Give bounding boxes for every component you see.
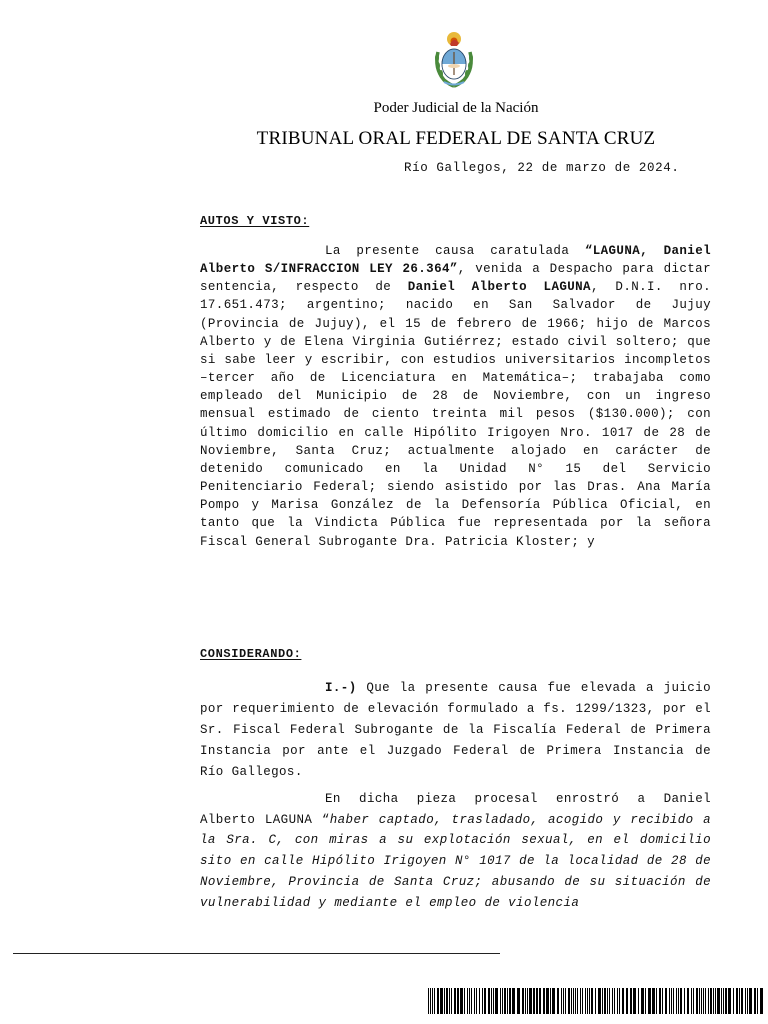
autos-text-intro: La presente causa caratulada — [325, 244, 585, 258]
considerando-heading: CONSIDERANDO: — [200, 647, 302, 661]
place-date: Río Gallegos, 22 de marzo de 2024. — [404, 161, 680, 175]
elevation-text: Que la presente causa fue elevada a juicio por requerimiento de elevación formulado a fs. 1299/1323, por el Sr. Fiscal Federal Subrogante de la Fiscalía Federal de Primera Instancia por ante el Juzgado Federal de Primera Instancia de Río Gallegos. — [200, 681, 711, 779]
accusation-intro: En dicha pieza procesal enrostró a Daniel Alberto LAGUNA “ — [200, 792, 711, 827]
autos-y-visto-heading: AUTOS Y VISTO: — [200, 214, 310, 228]
footer-rule — [13, 953, 500, 954]
considerando-paragraph-2 — [200, 789, 711, 913]
defendant-name: Daniel Alberto LAGUNA — [407, 280, 591, 295]
autos-text-mid: , venida a Despacho para dictar sentencia, respecto de — [200, 262, 711, 295]
autos-paragraph — [200, 242, 711, 551]
considerando-paragraph-1 — [200, 678, 711, 783]
section-number: I.-) — [325, 681, 357, 695]
institution-name: Poder Judicial de la Nación — [373, 100, 539, 116]
barcode-icon — [428, 988, 764, 1014]
case-title: “LAGUNA, Daniel Alberto S/INFRACCION LEY 26.364” — [200, 244, 711, 277]
accusation-quote: haber captado, trasladado, acogido y recibido a la Sra. C, con miras a su explotación sexual, en el domicilio sito en calle Hipólito Irigoyen N° 1017 de la localidad de 28 de Noviembre, Provincia de Santa Cruz; abusando de su situación de vulnerabilidad y mediante el empleo de violencia — [200, 812, 712, 910]
defendant-details: , D.N.I. nro. 17.651.473; argentino; nacido en San Salvador de Jujuy (Provincia de Jujuy), el 15 de febrero de 1966; hijo de Marcos Alberto y de Elena Virginia Gutiérrez; estado civil soltero; que si sabe leer y escribir, con estudios universitarios incompletos –tercer año de Licenciatura en Matemática–; trabajaba como empleado del Municipio de 28 de Noviembre, con un ingreso mensual estimado de ciento treinta mil pesos ($130.000); con último domicilio en calle Hipólito Irigoyen Nro. 1017 de 28 de Noviembre, Santa Cruz; actualmente alojado en carácter de detenido comunicado en la Unidad N° 15 del Servicio Penitenciario Federal; siendo asistido por las Dras. Ana María Pompo y Marisa González de la Defensoría Pública Oficial, en tanto que la Vindicta Pública fue representada por la señora Fiscal General Subrogante Dra. Patricia Kloster; y — [200, 280, 712, 549]
court-name: TRIBUNAL ORAL FEDERAL DE SANTA CRUZ — [256, 128, 656, 149]
coat-of-arms-icon — [432, 30, 476, 88]
